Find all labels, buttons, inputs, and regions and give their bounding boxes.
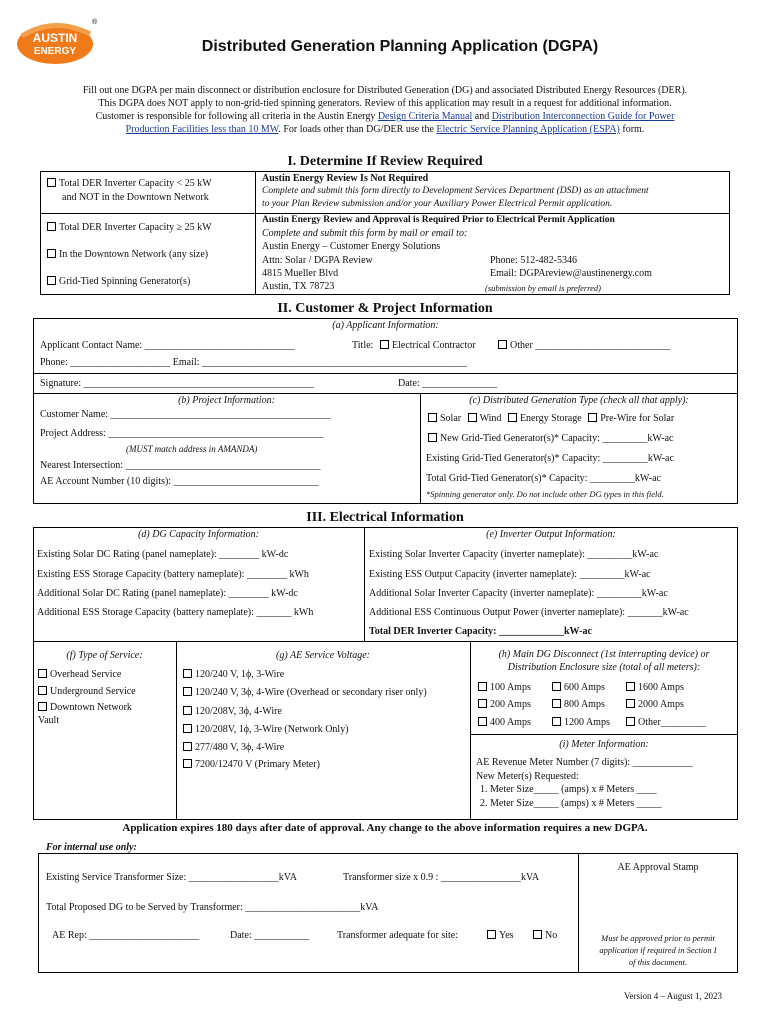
checkbox[interactable]	[626, 717, 635, 726]
existing-transformer-size[interactable]: Existing Service Transformer Size: __________________kVA	[46, 872, 297, 883]
adequate-no[interactable]	[533, 930, 557, 941]
section-1-hline	[40, 213, 730, 214]
interconnection-guide-link[interactable]: Distribution Interconnection Guide for Power	[491, 111, 675, 122]
checkbox[interactable]	[428, 433, 437, 442]
design-criteria-link[interactable]: Design Criteria Manual	[377, 111, 473, 122]
checkbox[interactable]	[183, 706, 192, 715]
total-der-inverter-capacity[interactable]: Total DER Inverter Capacity: _____________kW-ac	[369, 626, 592, 637]
ae-rep-field[interactable]: AE Rep: ______________________	[52, 930, 200, 941]
section-3-heading: III. Electrical Information	[306, 510, 464, 525]
logo-emblem	[12, 14, 98, 70]
section-3-divider-f	[176, 641, 177, 820]
amps-row-2	[478, 699, 684, 710]
checkbox[interactable]	[38, 686, 47, 695]
service-type-title: (f) Type of Service:	[66, 650, 143, 661]
checkbox[interactable]	[38, 669, 47, 678]
checkbox[interactable]	[183, 724, 192, 733]
transformer-adequate-label: Transformer adequate for site:	[337, 930, 458, 941]
amps-100[interactable]	[478, 682, 552, 693]
internal-date-field[interactable]: Date: ___________	[230, 930, 310, 941]
intro-line-3	[20, 110, 750, 123]
service-overhead[interactable]	[38, 669, 121, 680]
amps-row-3	[478, 717, 706, 728]
option-label: No	[545, 930, 558, 941]
option-label: 400 Amps	[490, 717, 531, 728]
espa-link[interactable]: Electric Service Planning Application (ESPA)	[436, 124, 620, 135]
amps-600[interactable]	[552, 682, 626, 693]
disconnect-title-2: Distribution Enclosure size (total of all meters):	[507, 662, 701, 673]
intro-text-4c: form.	[619, 124, 645, 135]
dg-wind[interactable]	[468, 413, 502, 424]
option-label: Total DER Inverter Capacity < 25 kW	[59, 178, 212, 189]
review-option-1[interactable]	[47, 178, 212, 189]
dg-type-options	[428, 413, 674, 424]
option-label: 277/480 V, 3ϕ, 4-Wire	[195, 742, 285, 753]
option-label: New Grid-Tied Generator(s)* Capacity: _________kW-ac	[440, 433, 674, 444]
intro-line-4	[20, 123, 750, 136]
total-generator-capacity[interactable]: Total Grid-Tied Generator(s)* Capacity: _________kW-ac	[426, 473, 661, 484]
amanda-note: (MUST match address in AMANDA)	[126, 444, 258, 454]
service-voltage-title: (g) AE Service Voltage:	[276, 650, 370, 661]
address-line-2: Attn: Solar / DGPA Review	[262, 255, 373, 266]
checkbox[interactable]	[47, 222, 56, 231]
voltage-option-2[interactable]	[183, 687, 427, 698]
disconnect-title-1: (h) Main DG Disconnect (1st interrupting device) or	[498, 649, 710, 660]
intro-text-4b: . For loads other than DG/DER use the	[278, 124, 437, 135]
amps-2000[interactable]	[626, 699, 684, 710]
logo-text-2: ENERGY	[33, 46, 77, 57]
nearest-intersection-field[interactable]: Nearest Intersection: _______________________________________	[40, 460, 321, 471]
existing-ess-storage[interactable]: Existing ESS Storage Capacity (battery nameplate): ________ kWh	[37, 569, 309, 580]
checkbox[interactable]	[183, 669, 192, 678]
option-label: 1200 Amps	[564, 717, 610, 728]
intro-text-3a: Customer is responsible for following all criteria in the Austin Energy	[95, 111, 378, 122]
total-proposed-dg[interactable]: Total Proposed DG to be Served by Transformer: _______________________kVA	[46, 902, 379, 913]
option-label: Wind	[479, 413, 502, 424]
service-downtown-network[interactable]	[38, 702, 132, 713]
checkbox[interactable]	[38, 702, 47, 711]
intro	[20, 84, 750, 136]
new-generator-capacity[interactable]	[428, 433, 673, 444]
checkbox[interactable]	[47, 249, 56, 258]
inverter-output-title: (e) Inverter Output Information:	[486, 529, 616, 540]
voltage-option-5[interactable]	[183, 742, 284, 753]
option-label: 1600 Amps	[638, 682, 684, 693]
amps-1600[interactable]	[626, 682, 684, 693]
checkbox[interactable]	[552, 682, 561, 691]
checkbox[interactable]	[428, 413, 437, 422]
title-other[interactable]	[498, 340, 670, 351]
title-label: Title:	[352, 340, 374, 351]
option-label: Solar	[440, 413, 462, 424]
customer-name-field[interactable]: Customer Name: ____________________________________________	[40, 409, 331, 420]
amps-200[interactable]	[478, 699, 552, 710]
checkbox[interactable]	[552, 699, 561, 708]
option-label: In the Downtown Network (any size)	[59, 249, 209, 260]
existing-solar-inverter[interactable]: Existing Solar Inverter Capacity (inverter nameplate): _________kW-ac	[369, 549, 659, 560]
option-label: 2000 Amps	[638, 699, 684, 710]
checkbox[interactable]	[183, 742, 192, 751]
voltage-option-6[interactable]	[183, 759, 320, 770]
adequate-yes[interactable]	[487, 930, 514, 941]
review-required-text: Complete and submit this form by mail or email to:	[262, 228, 468, 239]
section-2-divider	[420, 393, 421, 504]
option-label: Other ___________________________	[510, 340, 671, 351]
review-option-4[interactable]	[47, 276, 190, 287]
applicant-info-title: (a) Applicant Information:	[332, 320, 439, 331]
option-label: 800 Amps	[564, 699, 605, 710]
checkbox[interactable]	[487, 930, 496, 939]
option-label: 120/208V, 1ϕ, 3-Wire (Network Only)	[195, 724, 349, 735]
review-option-1b: and NOT in the Downtown Network	[62, 192, 209, 203]
option-label: Total DER Inverter Capacity ≥ 25 kW	[59, 222, 212, 233]
contact-phone: Phone: 512-482-5346	[490, 255, 577, 266]
existing-generator-capacity[interactable]: Existing Grid-Tied Generator(s)* Capacity: _________kW-ac	[426, 453, 674, 464]
approval-note-3: of this document.	[628, 957, 688, 967]
intro-line-2: This DGPA does NOT apply to non-grid-tied spinning generators. Review of this application may result in a request for additional information.	[98, 98, 672, 109]
option-label: Overhead Service	[50, 669, 122, 680]
option-label: Pre-Wire for Solar	[600, 413, 675, 424]
amps-row-1	[478, 682, 684, 693]
approval-note-2: application if required in Section I	[599, 945, 717, 955]
intro-text-3b: and	[472, 111, 492, 122]
checkbox[interactable]	[552, 717, 561, 726]
option-label: Grid-Tied Spinning Generator(s)	[59, 276, 191, 287]
checkbox[interactable]	[588, 413, 597, 422]
checkbox[interactable]	[183, 759, 192, 768]
dg-energy-storage[interactable]	[508, 413, 582, 424]
option-label: 120/208V, 3ϕ, 4-Wire	[195, 706, 282, 717]
existing-ess-output[interactable]: Existing ESS Output Capacity (inverter nameplate): _________kW-ac	[369, 569, 651, 580]
expiration-note: Application expires 180 days after date of approval. Any change to the above information requires a new DGPA.	[122, 822, 648, 834]
voltage-option-4[interactable]	[183, 724, 349, 735]
additional-ess-storage[interactable]: Additional ESS Storage Capacity (battery nameplate): _______ kWh	[37, 607, 314, 618]
option-label: 600 Amps	[564, 682, 605, 693]
signature-field[interactable]: Signature: ______________________________________________	[40, 378, 314, 389]
section-2-hline-1	[33, 373, 738, 374]
review-option-3[interactable]	[47, 249, 208, 260]
interconnection-guide-link-2[interactable]: Production Facilities less than 10 MW	[125, 124, 279, 135]
logo-reg: ®	[92, 19, 98, 26]
transformer-size-09[interactable]: Transformer size x 0.9 : ________________kVA	[343, 872, 540, 883]
version-label: Version 4 – August 1, 2023	[624, 991, 723, 1001]
existing-solar-dc[interactable]: Existing Solar DC Rating (panel nameplate): ________ kW-dc	[37, 549, 289, 560]
checkbox[interactable]	[508, 413, 517, 422]
project-info-title: (b) Project Information:	[178, 395, 275, 406]
dg-prewire[interactable]	[588, 413, 674, 424]
section-2-heading: II. Customer & Project Information	[277, 301, 493, 316]
meter-size-2[interactable]: 2. Meter Size_____ (amps) x # Meters _____	[480, 798, 662, 809]
amps-800[interactable]	[552, 699, 626, 710]
voltage-option-1[interactable]	[183, 669, 284, 680]
contact-email: Email: DGPAreview@austinenergy.com	[490, 268, 652, 279]
section-1-divider	[255, 171, 256, 295]
review-not-required-text-1: Complete and submit this form directly to Development Services Department (DSD) as an attachment	[262, 186, 649, 196]
checkbox[interactable]	[626, 682, 635, 691]
email-preferred-note: (submission by email is preferred)	[485, 283, 601, 293]
additional-solar-dc[interactable]: Additional Solar DC Rating (panel nameplate): ________ kW-dc	[37, 588, 298, 599]
checkbox[interactable]	[478, 682, 487, 691]
ae-meter-number[interactable]: AE Revenue Meter Number (7 digits): ____________	[476, 757, 693, 768]
meter-info-title: (i) Meter Information:	[559, 739, 649, 750]
option-label: Underground Service	[50, 686, 136, 697]
amps-400[interactable]	[478, 717, 552, 728]
approval-note-1: Must be approved prior to permit	[601, 933, 715, 943]
option-label: Energy Storage	[519, 413, 582, 424]
checkbox[interactable]	[478, 699, 487, 708]
additional-solar-inverter[interactable]: Additional Solar Inverter Capacity (inverter nameplate): _________kW-ac	[369, 588, 668, 599]
dg-solar[interactable]	[428, 413, 461, 424]
voltage-option-3[interactable]	[183, 706, 282, 717]
spinning-generator-note: *Spinning generator only. Do not include other DG types in this field.	[426, 489, 664, 499]
amps-1200[interactable]	[552, 717, 626, 728]
applicant-contact-field[interactable]: Applicant Contact Name: ______________________________	[40, 340, 295, 351]
service-underground[interactable]	[38, 686, 136, 697]
new-meters-label: New Meter(s) Requested:	[476, 771, 579, 782]
option-label: Yes	[499, 930, 514, 941]
logo-text-1: AUSTIN	[32, 31, 78, 45]
ae-account-field[interactable]: AE Account Number (10 digits): _____________________________	[40, 476, 319, 487]
date-field[interactable]: Date: _______________	[398, 378, 498, 389]
option-label: 200 Amps	[490, 699, 531, 710]
intro-line-1: Fill out one DGPA per main disconnect or distribution enclosure for Distributed Generation (DG) and associated Distributed Energy Resources (DER).	[82, 85, 688, 96]
service-vault: Vault	[38, 715, 60, 726]
checkbox[interactable]	[47, 276, 56, 285]
amps-other[interactable]	[626, 717, 706, 728]
austin-energy-logo	[12, 14, 98, 70]
checkbox[interactable]	[626, 699, 635, 708]
section-1-heading: I. Determine If Review Required	[287, 154, 483, 169]
section-3-divider-top	[364, 527, 365, 641]
review-not-required-text-2: to your Plan Review submission and/or your Auxiliary Power Electrical Permit application.	[262, 199, 613, 209]
ae-approval-stamp-label: AE Approval Stamp	[617, 862, 699, 873]
checkbox[interactable]	[533, 930, 542, 939]
checkbox[interactable]	[468, 413, 477, 422]
phone-email-field[interactable]: Phone: ____________________ Email: _____________________________________________________	[40, 357, 467, 368]
checkbox[interactable]	[478, 717, 487, 726]
review-not-required-title: Austin Energy Review Is Not Required	[262, 173, 429, 184]
option-label: Other_________	[638, 717, 706, 728]
section-3-hline	[33, 641, 738, 642]
checkbox[interactable]	[498, 340, 507, 349]
review-required-title: Austin Energy Review and Approval is Required Prior to Electrical Permit Application	[262, 215, 615, 225]
review-option-2[interactable]	[47, 222, 212, 233]
address-line-3: 4815 Mueller Blvd	[262, 268, 339, 279]
address-line-4: Austin, TX 78723	[262, 281, 335, 292]
section-3-meter-hline	[470, 734, 738, 735]
dg-capacity-title: (d) DG Capacity Information:	[138, 529, 259, 540]
option-label: 100 Amps	[490, 682, 531, 693]
checkbox[interactable]	[47, 178, 56, 187]
section-2-hline-2	[33, 393, 738, 394]
address-line-1: Austin Energy – Customer Energy Solutions	[262, 241, 441, 252]
page-title: Distributed Generation Planning Application (DGPA)	[201, 38, 599, 55]
dg-type-title: (c) Distributed Generation Type (check all that apply):	[469, 395, 689, 406]
checkbox[interactable]	[380, 340, 389, 349]
additional-ess-output[interactable]: Additional ESS Continuous Output Power (inverter nameplate): _______kW-ac	[369, 607, 689, 618]
project-address-field[interactable]: Project Address: ___________________________________________	[40, 428, 324, 439]
option-label: 120/240 V, 1ϕ, 3-Wire	[195, 669, 285, 680]
internal-use-label: For internal use only:	[46, 842, 137, 853]
option-label: 7200/12470 V (Primary Meter)	[195, 759, 320, 770]
title-electrical-contractor[interactable]	[380, 340, 476, 351]
checkbox[interactable]	[183, 687, 192, 696]
option-label: Electrical Contractor	[392, 340, 476, 351]
option-label: 120/240 V, 3ϕ, 4-Wire (Overhead or secondary riser only)	[195, 687, 427, 698]
meter-size-1[interactable]: 1. Meter Size_____ (amps) x # Meters ____	[480, 784, 657, 795]
option-label: Downtown Network	[50, 702, 132, 713]
